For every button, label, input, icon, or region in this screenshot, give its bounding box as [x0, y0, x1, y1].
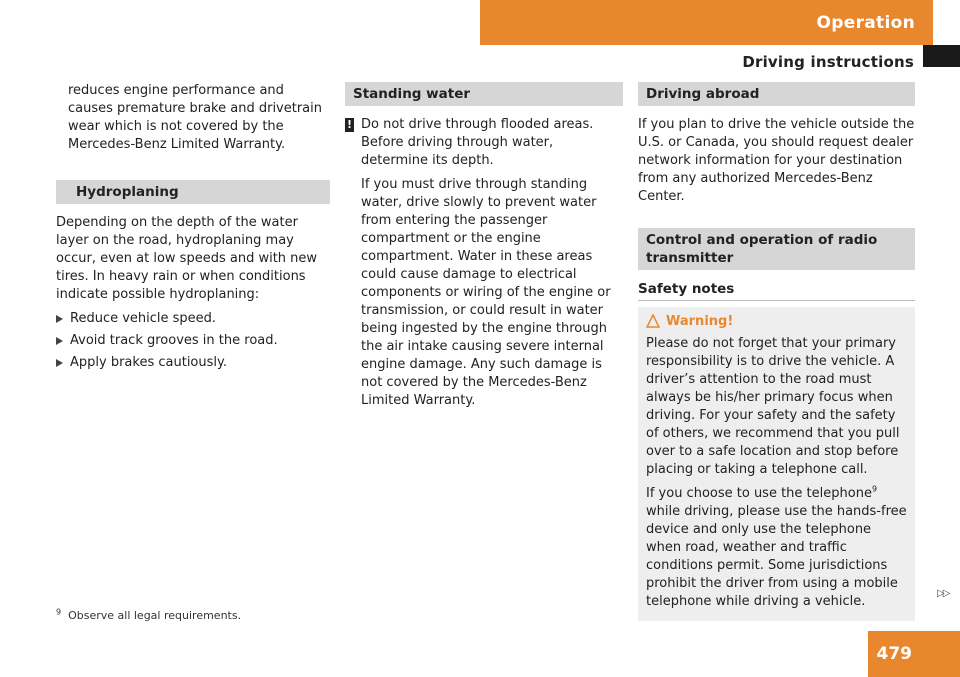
- bullet-item: [56, 332, 330, 350]
- driving-abroad-body: If you plan to drive the vehicle outside the U.S. or Canada, you should request dealer network information for your destination from any authorized Mercedes-Benz Center.: [638, 117, 915, 204]
- standing-water-p1: Do not drive through flooded areas. Before driving through water, determine its depth.: [361, 117, 594, 168]
- warning-box: [638, 307, 915, 621]
- hydroplaning-heading: [56, 180, 330, 204]
- warning-p2-end: while driving, please use the hands-free device and only use the telephone when road, weather and traffic conditions permit. Some jurisdictions prohibit the driver from using a mobile telephone while driving a vehicle.: [646, 504, 907, 609]
- standing-water-p2: If you must drive through standing water, drive slowly to prevent water from entering the passenger compartment or the engine compartment. Water in these areas could cause damage to electrical components or wiring of the engine or transmission, or could result in water being ingested by the engine through the air intake causing severe internal engine damage. Any such damage is not covered by the Mercedes-Benz Limited Warranty.: [361, 177, 611, 408]
- warning-p2-start: If you choose to use the telephone: [646, 486, 872, 501]
- radio-transmitter-heading: Control and operation of radio transmitter: [638, 228, 915, 270]
- column-right: [638, 82, 915, 621]
- bullet-text: Apply brakes cautiously.: [70, 355, 227, 370]
- page-number: [868, 631, 960, 677]
- notice-block: [345, 116, 623, 410]
- footnote-text: Observe all legal requirements.: [68, 609, 242, 622]
- column-left: [56, 82, 330, 376]
- standing-water-heading: Standing water: [345, 82, 623, 106]
- warning-title-text: Warning!: [666, 314, 734, 329]
- intro-paragraph: reduces engine performance and causes premature brake and drivetrain wear which is not covered by the Mercedes-Benz Limited Warranty.: [68, 83, 323, 152]
- continue-arrows-icon: ▷▷: [937, 588, 949, 599]
- footnote: [56, 609, 241, 622]
- warning-title: [646, 313, 907, 331]
- footnote-mark: 9: [56, 607, 62, 617]
- safety-notes-heading: Safety notes: [638, 280, 915, 301]
- triangle-bullet-icon: [56, 337, 63, 345]
- subsection-title: Driving instructions: [742, 53, 914, 71]
- bullet-text: Reduce vehicle speed.: [70, 311, 217, 326]
- warning-p2: [646, 485, 907, 611]
- bullet-text: Avoid track grooves in the road.: [70, 333, 278, 348]
- triangle-bullet-icon: [56, 315, 63, 323]
- exclamation-icon: !: [346, 118, 353, 131]
- triangle-bullet-icon: [56, 359, 63, 367]
- warning-p1: Please do not forget that your primary responsibility is to drive the vehicle. A driver’s attention to the road must always be his/her primary focus when driving. For your safety and the safety of others, we recommend that you pull over to a safe location and stop before placing or taking a telephone call.: [646, 336, 900, 477]
- column-middle: [345, 82, 623, 416]
- bullet-item: [56, 310, 330, 328]
- section-title: Operation: [816, 12, 915, 33]
- section-header: [480, 0, 933, 45]
- header-marker: [923, 45, 960, 67]
- page-number-text: 479: [876, 644, 912, 664]
- hydroplaning-heading-text: Hydroplaning: [76, 184, 179, 200]
- driving-abroad-heading: Driving abroad: [638, 82, 915, 106]
- footnote-ref: 9: [871, 484, 878, 494]
- warning-triangle-icon: [646, 314, 660, 328]
- bullet-item: [56, 354, 330, 372]
- hydroplaning-body: Depending on the depth of the water layer on the road, hydroplaning may occur, even at low speeds and with new tires. In heavy rain or when conditions indicate possible hydroplaning:: [56, 215, 318, 302]
